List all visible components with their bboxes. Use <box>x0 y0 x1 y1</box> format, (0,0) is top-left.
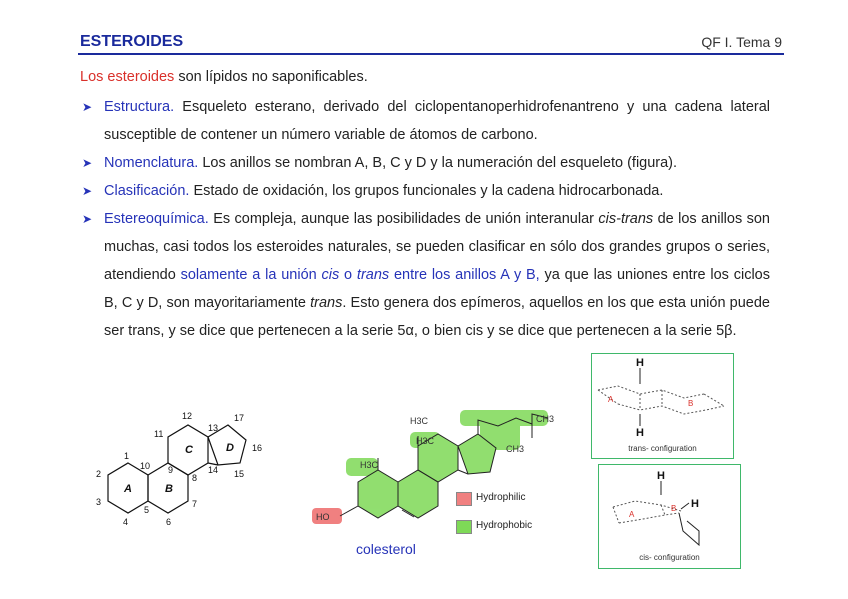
atom-number: 15 <box>234 469 245 479</box>
bullet-term: Nomenclatura. <box>104 155 199 171</box>
ring-label-a: A <box>629 510 635 519</box>
ho-group-label: HO <box>316 512 330 522</box>
legend-label-hydrophilic: Hydrophilic <box>476 492 526 503</box>
ring-label-b: B <box>671 504 677 513</box>
bullet-highlight: entre los anillos A y B, <box>389 267 540 283</box>
atom-number: 12 <box>182 411 193 421</box>
hydrogen-label: H <box>636 357 644 369</box>
atom-number: 3 <box>96 497 102 507</box>
hydrogen-label: H <box>691 498 699 510</box>
ring-label-d: D <box>226 442 234 454</box>
ring-label-a: A <box>608 395 614 404</box>
bullet-text: Los anillos se nombran A, B, C y D y la numeración del esqueleto (figura). <box>198 155 678 171</box>
bullet-term: Estructura. <box>104 99 175 115</box>
atom-number: 8 <box>192 473 198 483</box>
atom-number: 9 <box>168 465 174 475</box>
atom-number: 2 <box>96 469 102 479</box>
arrow-bullet-icon: ➤ <box>82 156 93 170</box>
cis-configuration-box <box>598 464 741 569</box>
bullet-list <box>80 93 770 345</box>
ring-label-a: A <box>124 483 132 495</box>
hydrogen-label: H <box>636 427 644 439</box>
header-divider <box>78 53 784 55</box>
atom-number: 7 <box>192 499 198 509</box>
atom-number: 13 <box>208 423 219 433</box>
bullet-item-clasificacion <box>80 177 770 205</box>
ring-label-c: C <box>185 444 193 456</box>
slide-subtitle: QF I. Tema 9 <box>701 34 782 50</box>
bullet-text: . Esto genera dos epímeros, aquellos en los que esta unión puede ser trans, y se dice que pertenecen a la serie 5α, o bien cis y se dice que pertenecen a la serie 5β. <box>104 295 770 339</box>
trans-caption: trans- configuration <box>628 444 697 453</box>
bullet-highlight: o <box>339 267 357 283</box>
intro-highlight: Los esteroides <box>80 69 175 85</box>
methyl-label: CH3 <box>536 414 555 424</box>
atom-number: 6 <box>166 517 172 527</box>
bullet-term: Estereoquímica. <box>104 211 209 227</box>
cis-term: cis <box>321 267 340 283</box>
atom-number: 11 <box>154 429 164 439</box>
cis-caption: cis- configuration <box>639 553 700 562</box>
bullet-item-estereoquimica <box>80 205 770 345</box>
atom-number: 16 <box>252 443 263 453</box>
bullet-item-estructura <box>80 93 770 149</box>
hydrophobic-swatch <box>456 520 472 534</box>
atom-number: 4 <box>123 517 129 527</box>
arrow-bullet-icon: ➤ <box>82 100 93 114</box>
intro-line <box>80 69 368 85</box>
atom-number: 14 <box>208 465 219 475</box>
methyl-label: CH3 <box>506 444 525 454</box>
bullet-text: Es compleja, aunque las posibilidades de unión interanular <box>208 211 599 227</box>
arrow-bullet-icon: ➤ <box>82 212 93 226</box>
atom-number: 17 <box>234 413 245 423</box>
atom-number: 10 <box>140 461 151 471</box>
legend-label-hydrophobic: Hydrophobic <box>476 520 533 531</box>
trans-term: trans <box>310 295 343 311</box>
legend <box>456 492 576 536</box>
steroid-numbering-figure <box>90 405 280 535</box>
trans-configuration-box <box>591 353 734 459</box>
page-title: ESTEROIDES <box>80 33 184 50</box>
bullet-item-nomenclatura <box>80 149 770 177</box>
ring-label-b: B <box>688 399 694 408</box>
bullet-text: Esqueleto esterano, derivado del ciclopentanoperhidrofenantreno y una cadena lateral susceptible de contener un número variable de átomos de carbono. <box>104 99 770 143</box>
hydrogen-label: H <box>657 470 665 482</box>
hydrophilic-swatch <box>456 492 472 506</box>
atom-number: 1 <box>124 451 130 461</box>
bullet-text: Estado de oxidación, los grupos funcionales y la cadena hidrocarbonada. <box>189 183 664 199</box>
bullet-highlight: solamente a la unión <box>180 267 322 283</box>
methyl-label: H3C <box>410 416 429 426</box>
arrow-bullet-icon: ➤ <box>82 184 93 198</box>
cholesterol-caption: colesterol <box>356 541 416 557</box>
ring-label-b: B <box>165 483 173 495</box>
bullet-term: Clasificación. <box>104 183 190 199</box>
intro-rest: son lípidos no saponificables. <box>174 69 368 85</box>
bullet-text: ya que las uniones entre los ciclos B, C y D, son mayoritariamente <box>104 267 770 311</box>
cis-trans-term: cis-trans <box>598 211 654 227</box>
methyl-label: H3C <box>416 436 435 446</box>
trans-term: trans <box>356 267 390 283</box>
methyl-label: H3C <box>360 460 379 470</box>
atom-number: 5 <box>144 505 150 515</box>
bullet-text: de los anillos son muchas, casi todos los esteroides naturales, se pueden clasificar en sólo dos grandes grupos o series, atendiendo <box>104 211 770 283</box>
